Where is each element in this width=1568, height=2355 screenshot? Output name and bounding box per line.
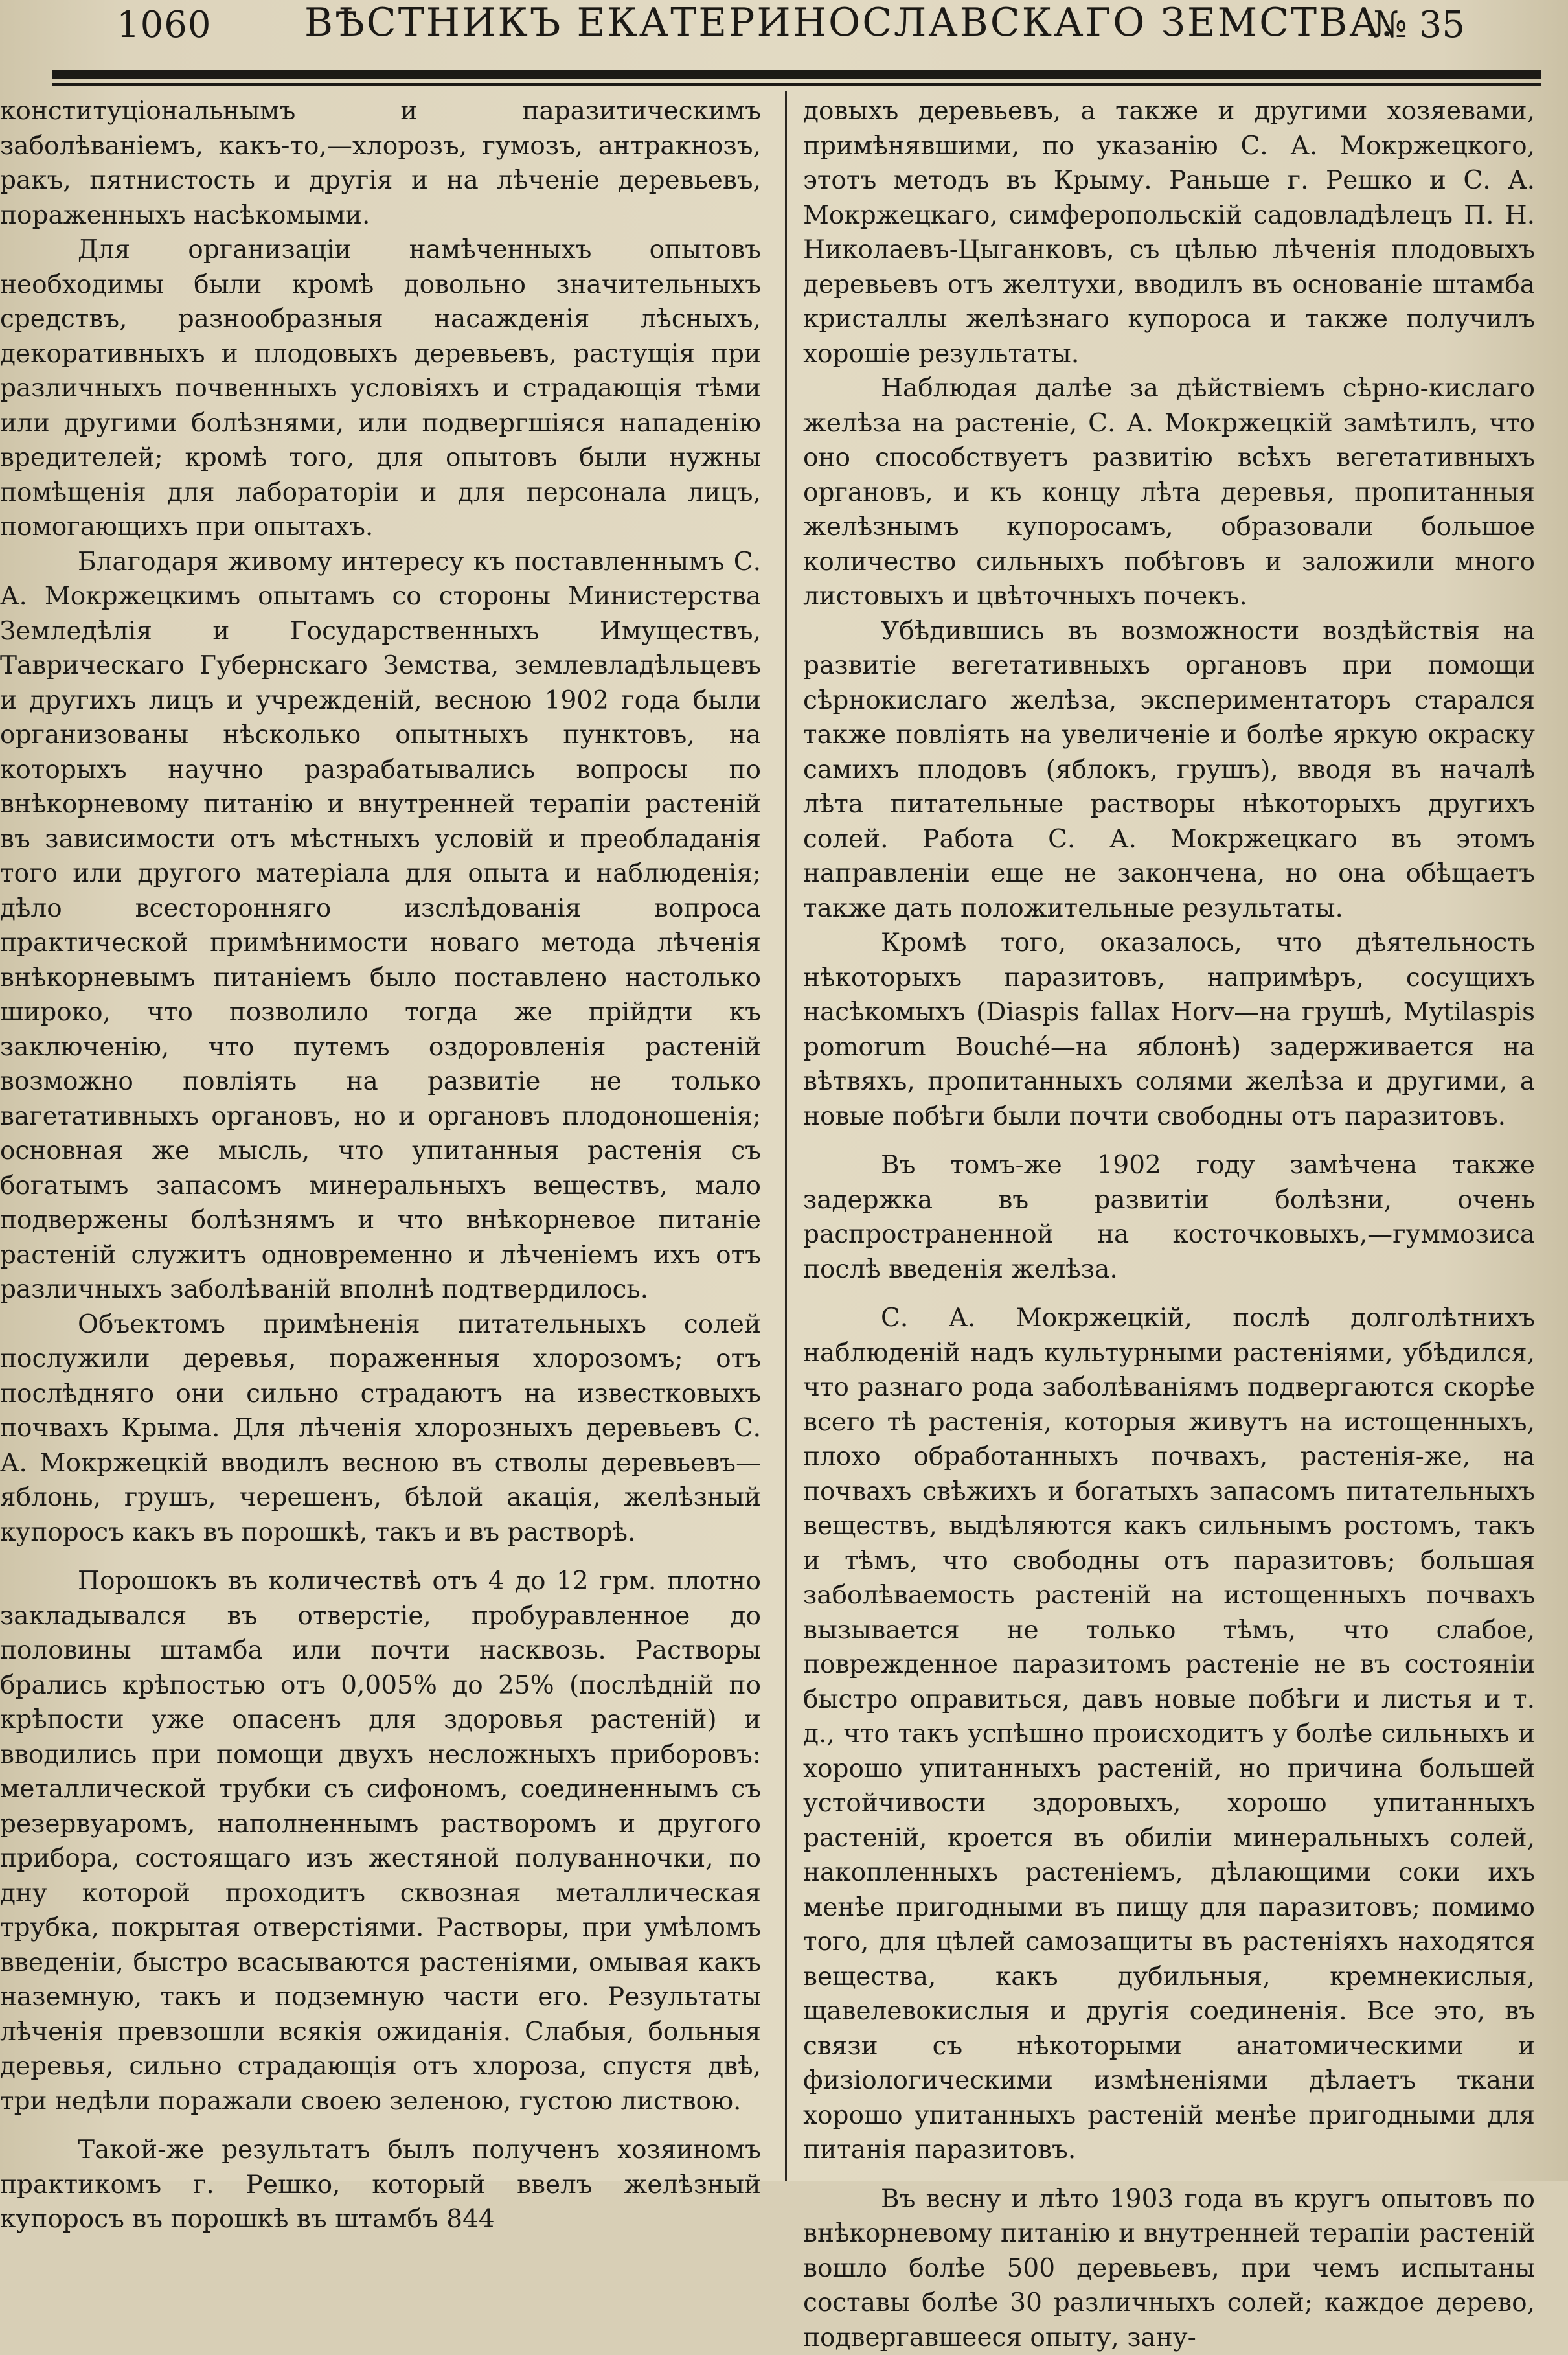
right-paragraph-1: довыхъ деревьевъ, а также и другими хозяевами, примѣнявшими, по указанію С. А. Мокржецкого, этотъ методъ въ Крыму. Раньше г. Решко и С. А. Мокржецкаго, симферопольскій садовладѣлецъ П. Н. Николаевъ-Цыганковъ, съ цѣлью лѣченія плодовыхъ деревьевъ отъ желтухи, вводилъ въ основаніе штамба кристаллы желѣзнаго купороса и также получилъ хорошіе результаты. <box>803 94 1535 371</box>
right-paragraph-4: Кромѣ того, оказалось, что дѣятельность нѣкоторыхъ паразитовъ, напримѣръ, сосущихъ насѣкомыхъ (Diaspis fallax Horv—на грушѣ, Mytilaspis pomorum Bouché—на яблонѣ) задерживается на вѣтвяхъ, пропитанныхъ солями желѣза и другими, а новые побѣги были почти свободны отъ паразитовъ. <box>803 926 1535 1134</box>
header-rule-thin <box>52 83 1541 86</box>
right-paragraph-6: С. А. Мокржецкій, послѣ долголѣтнихъ наблюденій надъ культурными растеніями, убѣдился, что разнаго рода заболѣваніямъ подвергаются скорѣе всего тѣ растенія, которыя живутъ на истощенныхъ, плохо обработанныхъ почвахъ, растенія-же, на почвахъ свѣжихъ и богатыхъ запасомъ питательныхъ веществъ, выдѣляются какъ сильнымъ ростомъ, такъ и тѣмъ, что свободны отъ паразитовъ; большая заболѣваемость растеній на истощенныхъ почвахъ вызывается не только тѣмъ, что слабое, поврежденное паразитомъ растеніе не въ состояніи быстро оправиться, давъ новые побѣги и листья и т. д., что такъ успѣшно происходитъ у болѣе сильныхъ и хорошо упитанныхъ растеній, но причина большей устойчивости здоровыхъ, хорошо упитанныхъ растеній, кроется въ обиліи минеральныхъ солей, накопленныхъ растеніемъ, дѣлающими соки ихъ менѣе пригодными въ пищу для паразитовъ; помимо того, для цѣлей самозащиты въ растеніяхъ находятся вещества, какъ дубильныя, кремнекислыя, щавелевокислыя и другія соединенія. Все это, въ связи съ нѣкоторыми анатомическими и физіологическими измѣненіями дѣлаетъ ткани хорошо упитанныхъ растеній менѣе пригодными для питанія паразитовъ. <box>803 1301 1535 2168</box>
right-paragraph-3: Убѣдившись въ возможности воздѣйствія на развитіе вегетативныхъ органовъ при помощи сѣрнокислаго желѣза, экспериментаторъ старался также повліять на увеличеніе и болѣе яркую окраску самихъ плодовъ (яблокъ, грушъ), вводя въ началѣ лѣта питательные растворы нѣкоторыхъ другихъ солей. Работа С. А. Мокржецкаго въ этомъ направленіи еще не закончена, но она обѣщаетъ также дать положительные результаты. <box>803 614 1535 926</box>
right-paragraph-2: Наблюдая далѣе за дѣйствіемъ сѣрно-кислаго желѣза на растеніе, С. А. Мокржецкій замѣтилъ, что оно способствуетъ развитію всѣхъ вегетативныхъ органовъ, и къ концу лѣта деревья, пропитанныя желѣзнымъ купоросамъ, образовали большое количество сильныхъ побѣговъ и заложили много листовыхъ и цвѣточныхъ почекъ. <box>803 371 1535 614</box>
left-paragraph-5: Порошокъ въ количествѣ отъ 4 до 12 грм. плотно закладывался въ отверстіе, пробуравленное до половины штамба или почти насквозь. Растворы брались крѣпостью отъ 0,005% до 25% (послѣдній по крѣпости уже опасенъ для здоровья растеній) и вводились при помощи двухъ несложныхъ приборовъ: металлической трубки съ сифономъ, соединеннымъ съ резервуаромъ, наполненнымъ растворомъ и другого прибора, состоящаго изъ жестяной полуванночки, по дну которой проходитъ сквозная металлическая трубка, покрытая отверстіями. Растворы, при умѣломъ введеніи, быстро всасываются растеніями, омывая какъ наземную, такъ и подземную части его. Результаты лѣченія превзошли всякія ожиданія. Слабыя, больныя деревья, сильно страдающія отъ хлороза, спустя двѣ, три недѣли поражали своею зеленою, густою листвою. <box>0 1564 761 2119</box>
left-paragraph-3: Благодаря живому интересу къ поставленнымъ С. А. Мокржецкимъ опытамъ со стороны Министерства Земледѣлія и Государственныхъ Имуществъ, Таврическаго Губернскаго Земства, землевладѣльцевъ и другихъ лицъ и учрежденій, весною 1902 года были организованы нѣсколько опытныхъ пунктовъ, на которыхъ научно разрабатывались вопросы по внѣкорневому питанію и внутренней терапіи растеній въ зависимости отъ мѣстныхъ условій и преобладанія того или другого матеріала для опыта и наблюденія; дѣло всесторонняго изслѣдованія вопроса практической примѣнимости новаго метода лѣченія внѣкорневымъ питаніемъ было поставлено настолько широко, что позволило тогда же прійдти къ заключенію, что путемъ оздоровленія растеній возможно повліять на развитіе не только вагетативныхъ органовъ, но и органовъ плодоношенія; основная же мысль, что упитанныя растенія съ богатымъ запасомъ минеральныхъ веществъ, мало подвержены болѣзнямъ и что внѣкорневое питаніе растеній служитъ одновременно и лѣченіемъ ихъ отъ различныхъ заболѣваній вполнѣ подтвердилось. <box>0 545 761 1307</box>
left-paragraph-6: Такой-же результатъ былъ полученъ хозяиномъ практикомъ г. Решко, который ввелъ желѣзный купоросъ въ порошкѣ въ штамбъ 844 <box>0 2133 761 2237</box>
page-number: 1060 <box>117 4 212 46</box>
left-paragraph-1: конституціональнымъ и паразитическимъ заболѣваніемъ, какъ-то,—хлорозъ, гумозъ, антракнозъ, ракъ, пятнистость и другія и на лѣченіе деревьевъ, пораженныхъ насѣкомыми. <box>0 94 761 233</box>
journal-title: ВѢСТНИКЪ ЕКАТЕРИНОСЛАВСКАГО ЗЕМСТВА. <box>304 0 1276 45</box>
right-paragraph-7: Въ весну и лѣто 1903 года въ кругъ опытовъ по внѣкорневому питанію и внутренней терапіи растеній вошло болѣе 500 деревьевъ, при чемъ испытаны составы болѣе 30 различныхъ солей; каждое дерево, подвергавшееся опыту, зану- <box>803 2182 1535 2355</box>
page-header <box>0 0 1568 65</box>
left-column <box>0 94 761 2167</box>
left-paragraph-2: Для организаціи намѣченныхъ опытовъ необходимы были кромѣ довольно значительныхъ средствъ, разнообразныя насажденія лѣсныхъ, декоративныхъ и плодовыхъ деревьевъ, растущія при различныхъ почвенныхъ условіяхъ и страдающія тѣми или другими болѣзнями, или подвергшіяся нападенію вредителей; кромѣ того, для опытовъ были нужны помѣщенія для лабораторіи и для персонала лицъ, помогающихъ при опытахъ. <box>0 233 761 545</box>
issue-number: № 35 <box>1373 4 1465 46</box>
column-divider <box>785 91 787 2181</box>
right-column <box>803 94 1535 2167</box>
header-rule-thick <box>52 70 1541 79</box>
right-paragraph-5: Въ томъ-же 1902 году замѣчена также задержка въ развитіи болѣзни, очень распространенной на косточковыхъ,—гуммозиса послѣ введенія желѣза. <box>803 1148 1535 1287</box>
left-paragraph-4: Объектомъ примѣненія питательныхъ солей послужили деревья, пораженныя хлорозомъ; отъ послѣдняго они сильно страдаютъ на известковыхъ почвахъ Крыма. Для лѣченія хлорозныхъ деревьевъ С. А. Мокржецкій вводилъ весною въ стволы деревьевъ—яблонь, грушъ, черешенъ, бѣлой акація, желѣзный купоросъ какъ въ порошкѣ, такъ и въ растворѣ. <box>0 1307 761 1550</box>
